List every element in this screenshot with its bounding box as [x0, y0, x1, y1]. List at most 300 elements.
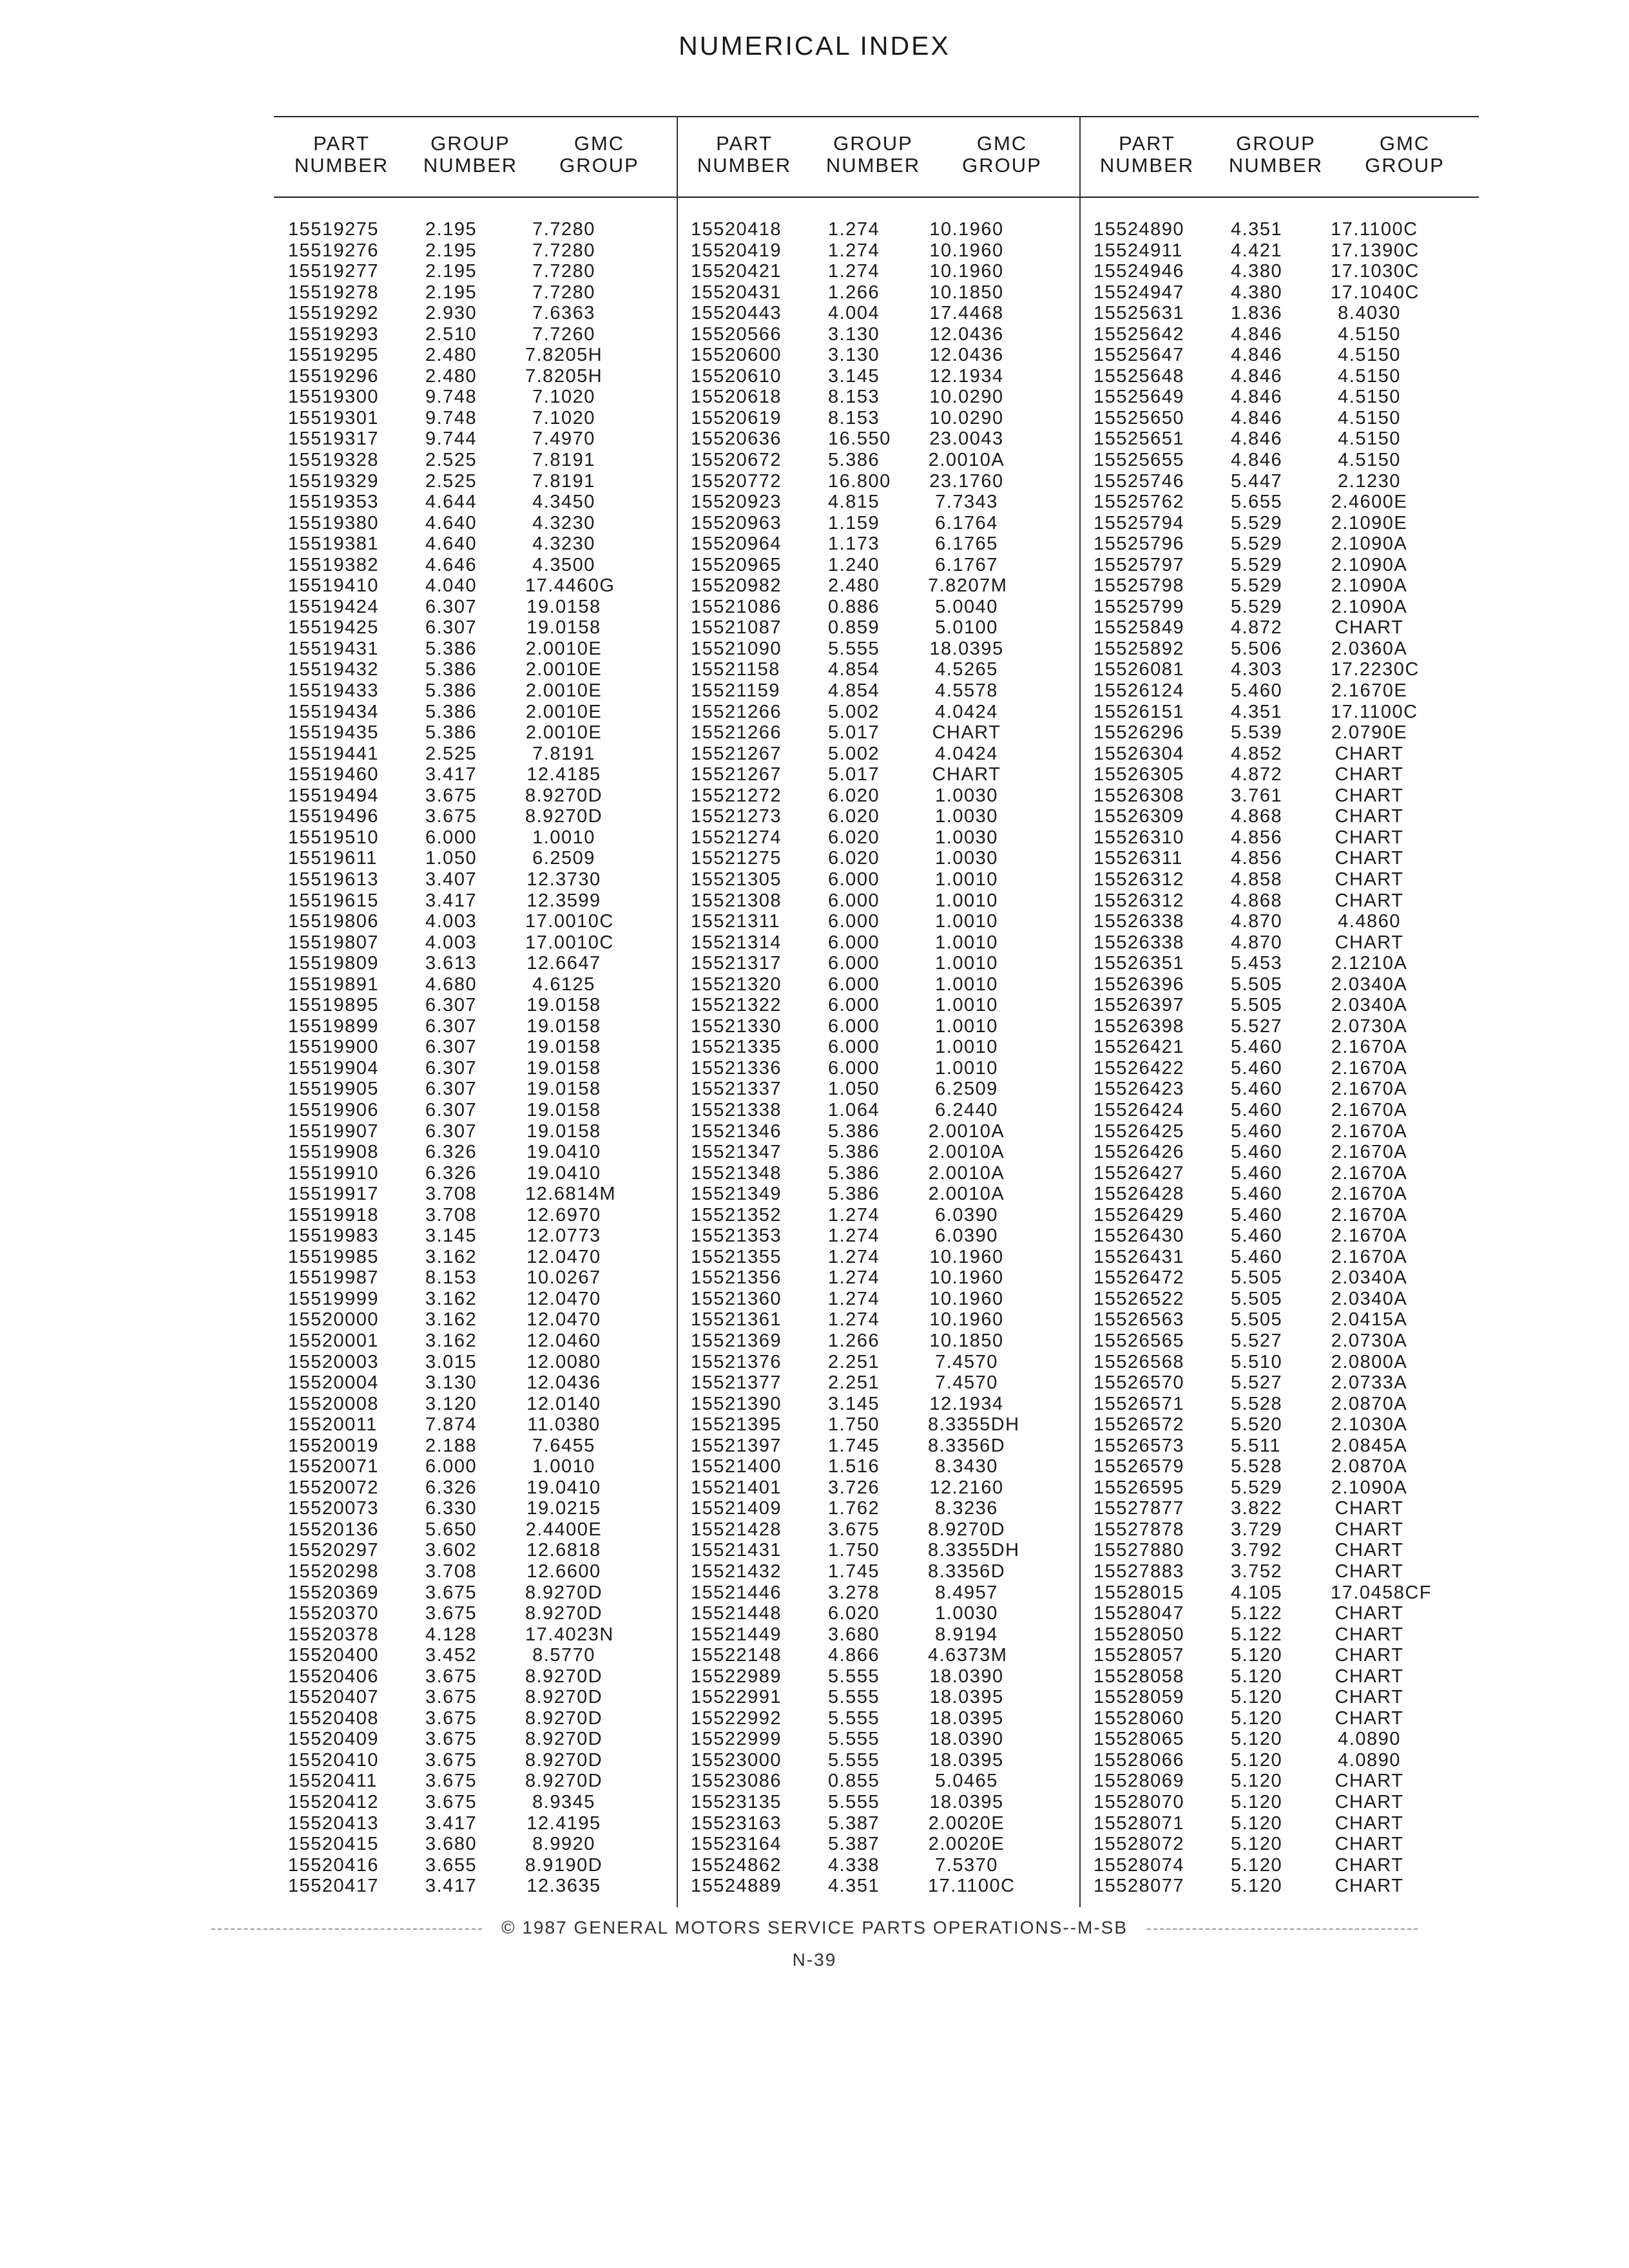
gmc-group-cell: 7.4570 [935, 1351, 998, 1372]
group-number-cell: 5.511 [1231, 1435, 1281, 1456]
part-number-cell: 15522148 [691, 1645, 782, 1666]
part-number-cell: 15521361 [691, 1309, 782, 1331]
gmc-group-cell: CHART [1335, 1876, 1404, 1897]
gmc-group-cell: 8.9270D [525, 1707, 603, 1729]
group-number-cell: 5.529 [1231, 512, 1283, 533]
part-number-cell: 15521347 [691, 1142, 782, 1163]
header-line: GMC [1379, 132, 1431, 155]
part-number-cell: 15519425 [288, 617, 380, 639]
part-number-cell: 15526423 [1094, 1079, 1185, 1100]
gmc-group-cell: 2.0730A [1331, 1330, 1408, 1351]
group-number-cell: 5.510 [1231, 1351, 1283, 1372]
group-number-cell: 3.145 [828, 365, 880, 387]
group-number-cell: 4.856 [1231, 848, 1283, 869]
page-number: N-39 [792, 1950, 837, 1970]
group-number-cell: 5.386 [425, 680, 477, 702]
gmc-group-cell: 10.1960 [929, 240, 1004, 261]
part-number-cell: 15526309 [1094, 806, 1185, 827]
gmc-group-cell: 18.0395 [929, 638, 1004, 659]
part-number-cell: 15520413 [288, 1812, 380, 1834]
gmc-group-cell: 7.7280 [532, 261, 595, 282]
group-number-cell: 5.505 [1231, 974, 1283, 995]
part-number-cell: 15520672 [691, 450, 782, 471]
group-number-cell: 4.858 [1231, 869, 1283, 890]
part-number-cell: 15521158 [691, 659, 780, 680]
gmc-group-cell: 12.6814M [525, 1184, 616, 1205]
header-line: PART [313, 132, 370, 155]
gmc-group-cell: 4.0890 [1338, 1729, 1401, 1750]
group-number-cell: 4.872 [1231, 764, 1283, 785]
gmc-group-cell: 17.1100C [1331, 219, 1418, 240]
group-number-cell: 5.555 [828, 1707, 880, 1729]
gmc-group-cell: CHART [1335, 869, 1404, 890]
gmc-group-cell: 10.1850 [929, 1330, 1004, 1351]
group-number-cell: 4.872 [1231, 617, 1283, 639]
group-number-cell: 6.000 [828, 974, 880, 995]
part-number-cell: 15525649 [1094, 387, 1185, 408]
gmc-group-cell: 2.1670A [1331, 1057, 1408, 1079]
part-number-cell: 15525651 [1094, 428, 1185, 450]
group-number-cell: 2.195 [425, 240, 477, 261]
gmc-group-cell: 8.9270D [525, 1729, 603, 1750]
part-number-cell: 15525648 [1094, 365, 1185, 387]
group-number-cell: 4.852 [1231, 743, 1283, 764]
group-number-cell: 5.555 [828, 1792, 880, 1813]
part-number-cell: 15522999 [691, 1729, 782, 1750]
gmc-group-cell: 6.2509 [935, 1079, 998, 1100]
part-number-cell: 15525892 [1094, 638, 1185, 659]
part-number-cell: 15524946 [1094, 261, 1185, 282]
group-number-cell: 6.000 [828, 1015, 880, 1037]
part-number-cell: 15521311 [691, 911, 780, 932]
part-number-cell: 15519615 [288, 890, 380, 911]
group-number-cell: 4.854 [828, 680, 880, 702]
gmc-group-cell: 2.0340A [1331, 974, 1408, 995]
gmc-group-cell: 1.0010 [935, 953, 998, 974]
gmc-group-cell: 2.1670A [1331, 1184, 1408, 1205]
group-number-cell: 1.274 [828, 1204, 880, 1225]
gmc-group-cell: 2.1670A [1331, 1246, 1408, 1267]
gmc-group-cell: 10.1960 [929, 1288, 1004, 1309]
group-number-cell: 3.726 [828, 1477, 880, 1498]
group-number-cell: 5.120 [1231, 1792, 1283, 1813]
gmc-group-cell: 2.1670A [1331, 1079, 1408, 1100]
gmc-group-cell: 8.3356D [928, 1561, 1006, 1582]
gmc-group-cell: 7.7260 [532, 323, 595, 345]
group-number-cell: 1.750 [828, 1540, 880, 1561]
part-number-cell: 15519809 [288, 953, 380, 974]
gmc-group-cell: 17.1100C [1331, 701, 1418, 722]
header-line: GROUP [1365, 154, 1445, 177]
part-number-cell: 15521266 [691, 722, 782, 744]
gmc-group-cell: 7.7280 [532, 240, 595, 261]
gmc-group-cell: 2.0010E [525, 680, 602, 702]
part-number-cell: 15519806 [288, 911, 380, 932]
page-title: NUMERICAL INDEX [679, 31, 950, 61]
part-number-cell: 15526565 [1094, 1330, 1185, 1351]
part-number-cell: 15521273 [691, 806, 782, 827]
part-number-cell: 15520000 [288, 1309, 380, 1331]
group-number-cell: 6.000 [425, 827, 477, 848]
gmc-group-cell: 18.0390 [929, 1666, 1004, 1687]
part-number-cell: 15521320 [691, 974, 782, 995]
group-number-cell: 2.480 [425, 365, 477, 387]
group-number-cell: 4.003 [425, 932, 477, 953]
part-number-cell: 15524862 [691, 1854, 782, 1876]
part-number-cell: 15520011 [288, 1414, 378, 1436]
group-number-cell: 6.307 [425, 617, 477, 639]
gmc-group-cell: 18.0390 [929, 1729, 1004, 1750]
group-number-cell: 5.650 [425, 1519, 477, 1540]
gmc-group-cell: 8.9190D [525, 1854, 603, 1876]
group-number-cell: 3.675 [425, 1707, 477, 1729]
group-number-cell: 5.120 [1231, 1834, 1283, 1855]
part-number-cell: 15521428 [691, 1519, 782, 1540]
gmc-group-cell: 8.5770 [532, 1645, 595, 1666]
group-number-cell: 5.460 [1231, 1162, 1283, 1184]
part-number-cell: 15520004 [288, 1372, 380, 1394]
gmc-group-cell: CHART [1335, 848, 1404, 869]
part-number-cell: 15526308 [1094, 785, 1185, 806]
part-number-cell: 15525746 [1094, 470, 1185, 492]
group-number-cell: 2.525 [425, 743, 477, 764]
gmc-group-cell: CHART [1335, 827, 1404, 848]
group-number-cell: 1.274 [828, 240, 880, 261]
gmc-group-cell: 8.4030 [1338, 303, 1401, 324]
part-number-cell: 15521349 [691, 1184, 782, 1205]
part-number-cell: 15527880 [1094, 1540, 1185, 1561]
gmc-group-cell: 8.9270D [525, 806, 603, 827]
part-number-cell: 15519460 [288, 764, 380, 785]
group-number-cell: 5.386 [828, 1184, 880, 1205]
group-number-cell: 4.868 [1231, 890, 1283, 911]
gmc-group-cell: 6.2440 [935, 1099, 998, 1120]
gmc-group-cell: 7.8191 [532, 743, 595, 764]
group-number-cell: 6.000 [828, 911, 880, 932]
gmc-group-cell: 17.1100C [928, 1876, 1016, 1897]
gmc-group-cell: CHART [1335, 1645, 1404, 1666]
group-number-cell: 3.613 [425, 953, 477, 974]
gmc-group-cell: 7.8205H [525, 345, 603, 366]
gmc-group-cell: 1.0030 [935, 848, 998, 869]
group-number-cell: 9.748 [425, 407, 477, 428]
group-number-cell: 3.675 [425, 1582, 477, 1603]
gmc-group-cell: CHART [1335, 1707, 1404, 1729]
gmc-group-cell: 2.0010A [928, 1120, 1005, 1142]
group-number-cell: 1.274 [828, 1309, 880, 1331]
part-number-cell: 15521322 [691, 995, 782, 1016]
part-number-cell: 15520418 [691, 219, 782, 240]
group-number-cell: 3.680 [828, 1624, 880, 1645]
part-number-cell: 15528074 [1094, 1854, 1185, 1876]
part-number-cell: 15521409 [691, 1498, 782, 1519]
gmc-group-cell: CHART [1335, 1624, 1404, 1645]
part-number-cell: 15524947 [1094, 282, 1185, 303]
gmc-group-cell: 12.0140 [526, 1393, 601, 1414]
group-number-cell: 4.351 [1231, 219, 1283, 240]
gmc-group-cell: 10.1960 [929, 1309, 1004, 1331]
gmc-group-cell: 10.1960 [929, 1267, 1004, 1289]
part-number-cell: 15519434 [288, 701, 380, 722]
gmc-group-cell: 2.1230 [1338, 470, 1401, 492]
group-number-cell: 1.274 [828, 1246, 880, 1267]
part-number-cell: 15519433 [288, 680, 380, 702]
gmc-group-cell: 7.6363 [532, 303, 595, 324]
group-number-cell: 4.380 [1231, 282, 1283, 303]
gmc-group-cell: CHART [1335, 932, 1404, 953]
part-number-cell: 15520369 [288, 1582, 380, 1603]
group-number-cell: 4.870 [1231, 932, 1283, 953]
gmc-group-cell: CHART [932, 722, 1001, 744]
part-number-cell: 15519906 [288, 1099, 380, 1120]
group-number-cell: 2.195 [425, 282, 477, 303]
group-number-cell: 6.000 [828, 1057, 880, 1079]
part-number-cell: 15520636 [691, 428, 782, 450]
gmc-group-cell: 1.0010 [532, 1456, 595, 1477]
gmc-group-cell: 8.9270D [525, 785, 603, 806]
group-number-cell: 5.386 [828, 450, 880, 471]
group-number-cell: 4.640 [425, 533, 477, 555]
part-number-cell: 15519328 [288, 450, 380, 471]
gmc-group-cell: 2.0845A [1331, 1435, 1408, 1456]
group-number-cell: 3.729 [1231, 1519, 1283, 1540]
gmc-group-cell: 4.5150 [1338, 345, 1401, 366]
part-number-cell: 15519891 [288, 974, 380, 995]
gmc-group-cell: 4.5150 [1338, 323, 1401, 345]
gmc-group-cell: 2.0010A [928, 450, 1005, 471]
group-number-cell: 3.145 [828, 1393, 880, 1414]
group-number-cell: 4.868 [1231, 806, 1283, 827]
part-number-cell: 15519496 [288, 806, 380, 827]
part-number-cell: 15528077 [1094, 1876, 1185, 1897]
group-number-cell: 3.130 [828, 323, 880, 345]
part-number-cell: 15525642 [1094, 323, 1185, 345]
part-number-cell: 15520409 [288, 1729, 380, 1750]
group-number-cell: 4.815 [828, 492, 880, 513]
group-number-cell: 3.675 [828, 1519, 880, 1540]
gmc-group-cell: 8.9270D [525, 1771, 603, 1792]
part-number-cell: 15519494 [288, 785, 380, 806]
footer-dash-right [1147, 1928, 1418, 1930]
gmc-group-cell: 4.0424 [935, 701, 998, 722]
gmc-group-cell: 2.1670A [1331, 1225, 1408, 1247]
gmc-group-cell: 7.7343 [935, 492, 998, 513]
gmc-group-cell: 2.1670A [1331, 1204, 1408, 1225]
part-number-cell: 15521314 [691, 932, 782, 953]
part-number-cell: 15519441 [288, 743, 380, 764]
part-number-cell: 15528047 [1094, 1603, 1185, 1624]
part-number-cell: 15520421 [691, 261, 782, 282]
part-number-cell: 15526563 [1094, 1309, 1185, 1331]
part-number-cell: 15519985 [288, 1246, 380, 1267]
index-table [274, 111, 1479, 1908]
group-number-cell: 4.646 [425, 554, 477, 575]
part-number-cell: 15521356 [691, 1267, 782, 1289]
part-number-cell: 15520003 [288, 1351, 380, 1372]
gmc-group-cell: 4.0424 [935, 743, 998, 764]
part-number-cell: 15519435 [288, 722, 380, 744]
group-number-cell: 6.307 [425, 995, 477, 1016]
part-number-cell: 15519983 [288, 1225, 380, 1247]
part-number-cell: 15519987 [288, 1267, 380, 1289]
part-number-cell: 15526310 [1094, 827, 1185, 848]
gmc-group-cell: 18.0395 [929, 1749, 1004, 1771]
group-number-cell: 2.188 [425, 1435, 477, 1456]
gmc-group-cell: CHART [1335, 764, 1404, 785]
group-number-cell: 1.836 [1231, 303, 1283, 324]
part-number-cell: 15524890 [1094, 219, 1185, 240]
gmc-group-cell: CHART [1335, 1519, 1404, 1540]
part-number-cell: 15527878 [1094, 1519, 1185, 1540]
gmc-group-cell: CHART [1335, 1561, 1404, 1582]
part-number-cell: 15521355 [691, 1246, 782, 1267]
group-number-cell: 5.555 [828, 1687, 880, 1708]
gmc-group-cell: CHART [1335, 743, 1404, 764]
gmc-group-cell: 7.8191 [532, 470, 595, 492]
part-number-cell: 15519510 [288, 827, 380, 848]
part-number-cell: 15520965 [691, 554, 782, 575]
group-number-cell: 5.528 [1231, 1393, 1283, 1414]
group-number-cell: 3.015 [425, 1351, 477, 1372]
part-number-cell: 15526124 [1094, 680, 1185, 702]
gmc-group-cell: 4.3500 [532, 554, 595, 575]
header-line: PART [1119, 132, 1175, 155]
part-number-cell: 15521087 [691, 617, 782, 639]
group-number-cell: 2.525 [425, 450, 477, 471]
group-number-cell: 3.761 [1231, 785, 1283, 806]
group-number-cell: 2.251 [828, 1351, 880, 1372]
gmc-group-cell: 19.0158 [526, 596, 601, 617]
part-number-cell: 15519410 [288, 575, 380, 597]
group-number-cell: 5.017 [828, 764, 880, 785]
gmc-group-cell: 4.5150 [1338, 365, 1401, 387]
gmc-group-cell: 2.1670A [1331, 1142, 1408, 1163]
group-number-cell: 5.120 [1231, 1707, 1283, 1729]
gmc-group-header [1347, 133, 1463, 177]
part-number-cell: 15520406 [288, 1666, 380, 1687]
group-number-cell: 1.050 [425, 848, 477, 869]
part-number-cell: 15520431 [691, 282, 782, 303]
gmc-group-cell: 7.6455 [532, 1435, 595, 1456]
gmc-group-cell: 6.1764 [935, 512, 998, 533]
gmc-group-cell: 17.0458CF [1331, 1582, 1432, 1603]
part-number-cell: 15525794 [1094, 512, 1185, 533]
group-number-header [818, 133, 928, 177]
footer [0, 1917, 1629, 1938]
group-number-cell: 5.527 [1231, 1015, 1283, 1037]
part-number-cell: 15526081 [1094, 659, 1185, 680]
group-number-cell: 5.386 [828, 1142, 880, 1163]
gmc-group-cell: 23.1760 [929, 470, 1004, 492]
gmc-group-cell: 12.0470 [526, 1246, 601, 1267]
group-number-cell: 5.120 [1231, 1666, 1283, 1687]
gmc-group-cell: 2.1670A [1331, 1037, 1408, 1058]
group-number-cell: 5.387 [828, 1812, 880, 1834]
gmc-group-cell: 2.0360A [1331, 638, 1408, 659]
part-number-cell: 15519424 [288, 596, 380, 617]
group-number-cell: 5.460 [1231, 1057, 1283, 1079]
gmc-group-cell: 19.0158 [526, 1099, 601, 1120]
gmc-group-cell: 2.1670A [1331, 1099, 1408, 1120]
gmc-group-cell: 7.4970 [532, 428, 595, 450]
gmc-group-cell: 8.9270D [525, 1666, 603, 1687]
group-number-cell: 5.460 [1231, 1246, 1283, 1267]
header-line: GROUP [430, 132, 510, 155]
group-number-cell: 5.460 [1231, 1099, 1283, 1120]
group-number-cell: 5.555 [828, 638, 880, 659]
group-number-cell: 1.745 [828, 1561, 880, 1582]
part-number-cell: 15525797 [1094, 554, 1185, 575]
gmc-group-cell: 4.3230 [532, 533, 595, 555]
part-number-cell: 15526421 [1094, 1037, 1185, 1058]
group-number-cell: 4.644 [425, 492, 477, 513]
part-number-cell: 15526568 [1094, 1351, 1185, 1372]
group-number-cell: 5.460 [1231, 1037, 1283, 1058]
gmc-group-cell: 6.1767 [935, 554, 998, 575]
group-number-cell: 3.675 [425, 1603, 477, 1624]
part-number-cell: 15520415 [288, 1834, 380, 1855]
gmc-group-cell: 12.0470 [526, 1288, 601, 1309]
gmc-group-cell: 17.4468 [929, 303, 1004, 324]
gmc-group-cell: 4.5150 [1338, 407, 1401, 428]
group-number-cell: 9.748 [425, 387, 477, 408]
group-number-cell: 2.480 [425, 345, 477, 366]
part-number-cell: 15520964 [691, 533, 782, 555]
part-number-cell: 15520008 [288, 1393, 380, 1414]
group-number-cell: 3.708 [425, 1204, 477, 1225]
group-number-cell: 1.274 [828, 219, 880, 240]
gmc-group-cell: 7.8191 [532, 450, 595, 471]
group-number-cell: 5.555 [828, 1729, 880, 1750]
part-number-cell: 15528072 [1094, 1834, 1185, 1855]
group-number-cell: 5.555 [828, 1749, 880, 1771]
part-number-cell: 15526428 [1094, 1184, 1185, 1205]
group-number-cell: 9.744 [425, 428, 477, 450]
gmc-group-cell: 8.9270D [525, 1603, 603, 1624]
gmc-group-cell: 4.5150 [1338, 428, 1401, 450]
group-number-cell: 3.822 [1231, 1498, 1283, 1519]
group-number-cell: 5.655 [1231, 492, 1283, 513]
part-number-cell: 15520411 [288, 1771, 378, 1792]
gmc-group-cell: 6.1765 [935, 533, 998, 555]
part-number-cell: 15520378 [288, 1624, 380, 1645]
group-number-cell: 6.307 [425, 1079, 477, 1100]
group-number-cell: 4.351 [1231, 701, 1283, 722]
part-number-cell: 15526397 [1094, 995, 1185, 1016]
part-number-cell: 15522989 [691, 1666, 782, 1687]
gmc-group-cell: 4.6125 [532, 974, 595, 995]
group-number-cell: 3.675 [425, 1729, 477, 1750]
group-number-cell: 4.105 [1231, 1582, 1283, 1603]
gmc-group-cell: 2.0010A [928, 1142, 1005, 1163]
group-number-cell: 3.417 [425, 890, 477, 911]
gmc-group-cell: CHART [1335, 1666, 1404, 1687]
group-number-cell: 3.602 [425, 1540, 477, 1561]
part-number-cell: 15521401 [691, 1477, 782, 1498]
gmc-group-cell: 6.2509 [532, 848, 595, 869]
group-number-cell: 4.380 [1231, 261, 1283, 282]
part-number-cell: 15520073 [288, 1498, 380, 1519]
group-number-cell: 6.020 [828, 827, 880, 848]
group-number-cell: 3.278 [828, 1582, 880, 1603]
part-number-cell: 15520408 [288, 1707, 380, 1729]
group-number-cell: 6.020 [828, 806, 880, 827]
group-number-cell: 4.338 [828, 1854, 880, 1876]
group-number-cell: 5.555 [828, 1666, 880, 1687]
group-number-cell: 5.505 [1231, 1267, 1283, 1289]
gmc-group-cell: 19.0215 [526, 1498, 601, 1519]
gmc-group-cell: 1.0010 [935, 974, 998, 995]
